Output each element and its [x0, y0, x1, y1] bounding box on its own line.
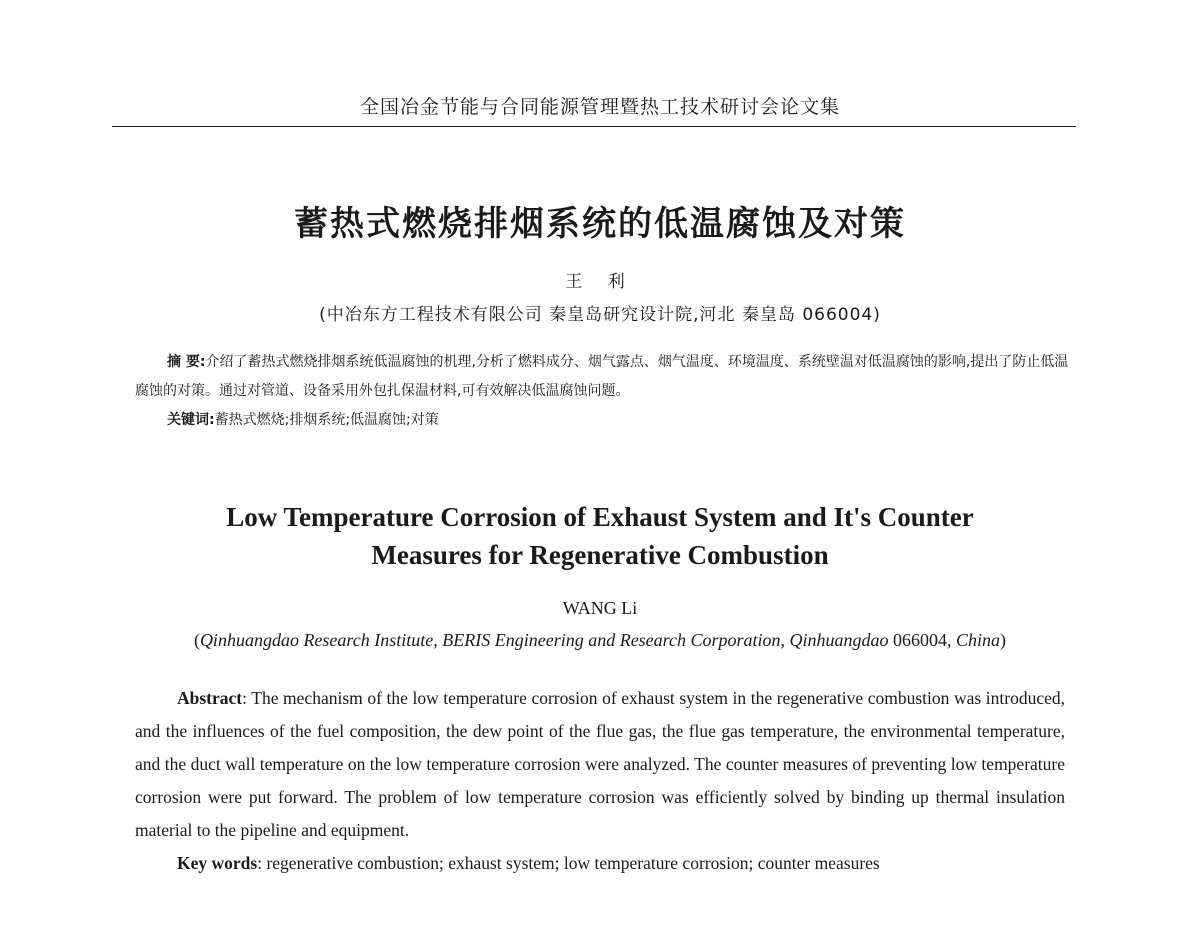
affiliation-close-paren: ): [1000, 630, 1007, 650]
header-rule: [112, 126, 1076, 127]
english-title-line-2: Measures for Regenerative Combustion: [371, 540, 829, 570]
chinese-author: 王 利: [565, 272, 635, 292]
english-abstract-block: [135, 682, 1065, 880]
chinese-abstract: [135, 348, 1070, 406]
english-abstract-label: Abstract: [177, 688, 243, 708]
chinese-abstract-block: [135, 348, 1070, 435]
english-affiliation: [0, 630, 1200, 651]
affiliation-country: China: [956, 630, 1001, 650]
english-keywords-label: Key words: [177, 853, 258, 873]
chinese-title: 蓄热式燃烧排烟系统的低温腐蚀及对策: [294, 204, 906, 244]
chinese-keywords-text: 蓄热式燃烧;排烟系统;低温腐蚀;对策: [214, 412, 439, 428]
chinese-abstract-text: 介绍了蓄热式燃烧排烟系统低温腐蚀的机理,分析了燃料成分、烟气露点、烟气温度、环境温度、系统壁温对低温腐蚀的影响,提出了防止低温腐蚀的对策。通过对管道、设备采用外包扎保温材料,可有效解决低温腐蚀问题。: [135, 354, 1069, 399]
running-header: 全国冶金节能与合同能源管理暨热工技术研讨会论文集: [359, 96, 840, 118]
english-abstract-text: The mechanism of the low temperature corrosion of exhaust system in the regenerative combustion was introduced, and the influences of the fuel composition, the dew point of the flue gas, the flue gas temperature, the environmental temperature, and the duct wall temperature on the low temperature corrosion were analyzed. The counter measures of preventing low temperature corrosion were put forward. The problem of low temperature corrosion was efficiently solved by binding up thermal insulation material to the pipeline and equipment.: [135, 688, 1066, 840]
english-abstract-sep: :: [242, 688, 252, 708]
english-keywords-sep: :: [257, 853, 267, 873]
english-author: WANG Li: [562, 598, 638, 618]
english-keywords: [135, 847, 1065, 880]
chinese-keywords: [135, 406, 1070, 435]
affiliation-open-paren: (: [193, 630, 200, 650]
affiliation-postcode: 066004,: [888, 630, 957, 650]
english-keywords-text: regenerative combustion; exhaust system; low temperature corrosion; counter measures: [266, 853, 880, 873]
chinese-abstract-label: 摘 要:: [167, 354, 206, 370]
affiliation-institution: Qinhuangdao Research Institute, BERIS Engineering and Research Corporation, Qinhuangdao: [199, 630, 889, 650]
english-title-line-1: Low Temperature Corrosion of Exhaust System and It's Counter: [226, 502, 974, 532]
english-title: [0, 498, 1200, 574]
chinese-keywords-label: 关键词:: [167, 412, 215, 428]
chinese-affiliation: (中冶东方工程技术有限公司 秦皇岛研究设计院,河北 秦皇岛 066004): [319, 305, 881, 325]
english-abstract: [135, 682, 1065, 847]
